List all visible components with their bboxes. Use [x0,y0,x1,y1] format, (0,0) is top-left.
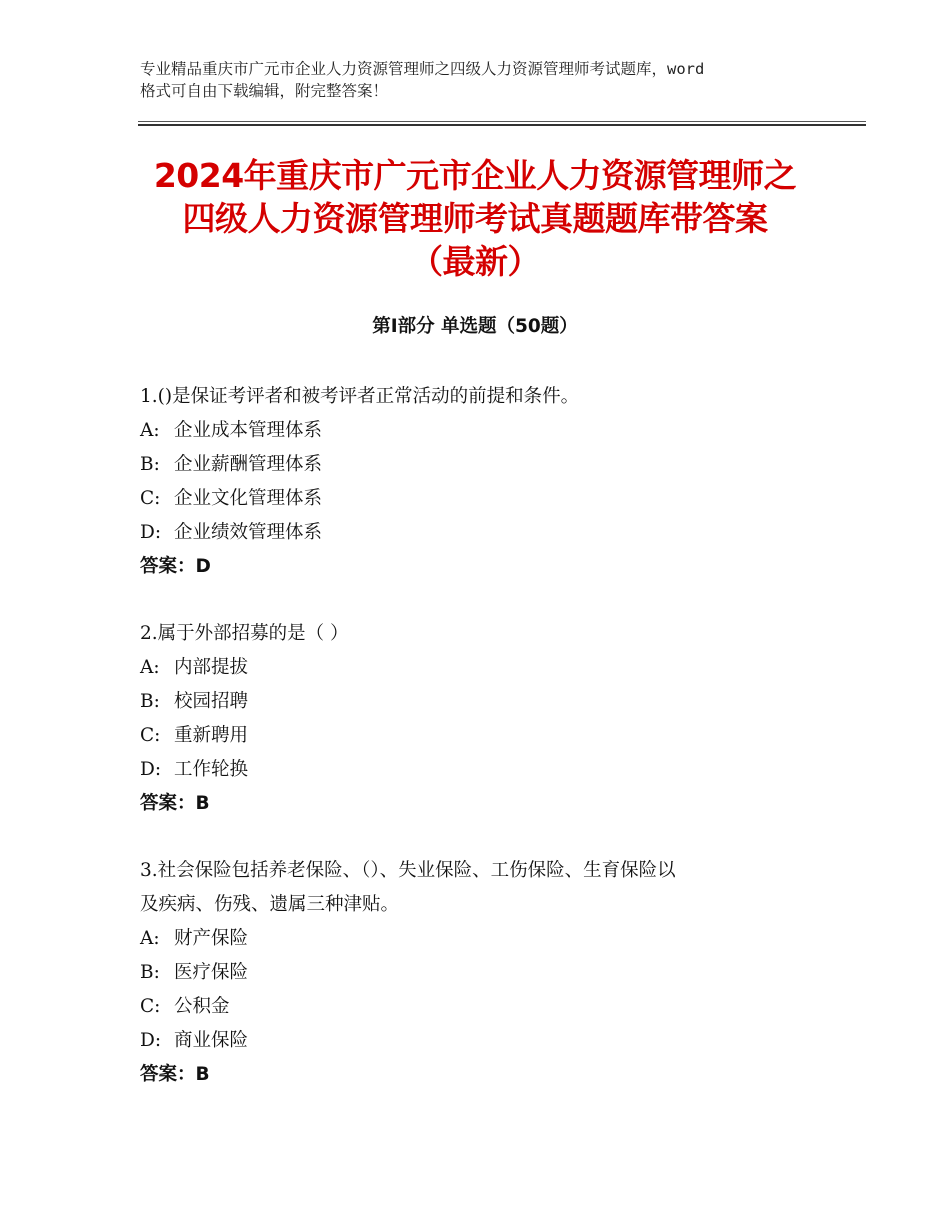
answer: 答案：B [140,1064,210,1085]
option-b [140,448,820,482]
question-stem: 2.属于外部招募的是（ ） [140,623,349,644]
option-b [140,956,820,990]
option-a [140,414,820,448]
option-letter: D: [140,1030,162,1051]
option-text: 重新聘用 [174,725,249,746]
option-c [140,990,820,1024]
option-text: 企业成本管理体系 [174,420,323,441]
question-2 [140,617,820,821]
answer: 答案：B [140,793,210,814]
option-text: 商业保险 [174,1030,249,1051]
option-text: 财产保险 [174,928,249,949]
option-text: 企业文化管理体系 [174,488,323,509]
question-1 [140,380,820,584]
option-text: 企业薪酬管理体系 [174,454,323,475]
option-letter: C: [140,725,161,746]
question-stem: 3.社会保险包括养老保险、（）、失业保险、工伤保险、生育保险以 [140,860,676,881]
option-a [140,651,820,685]
option-text: 企业绩效管理体系 [174,522,323,543]
option-d [140,1024,820,1058]
title-line: （最新） [410,242,540,281]
option-text: 内部提拔 [174,657,249,678]
header-note-line: 格式可自由下载编辑，附完整答案！ [140,82,389,100]
option-letter: C: [140,488,161,509]
header-note-line: 专业精品重庆市广元市企业人力资源管理师之四级人力资源管理师考试题库，word [140,60,705,78]
option-d [140,753,820,787]
option-letter: B: [140,454,160,475]
option-d [140,516,820,550]
option-letter: A: [140,928,160,949]
question-stem-continued: 及疾病、伤残、遗属三种津贴。 [140,894,400,915]
option-b [140,685,820,719]
header-note [140,58,830,102]
option-a [140,922,820,956]
header-divider-thin [138,121,866,122]
option-text: 校园招聘 [174,691,249,712]
question-3 [140,854,820,1092]
question-stem: 1.()是保证考评者和被考评者正常活动的前提和条件。 [140,386,580,407]
option-letter: B: [140,691,160,712]
option-letter: C: [140,996,161,1017]
option-letter: D: [140,759,162,780]
title-line: 2024年重庆市广元市企业人力资源管理师之 [153,156,797,195]
header-divider-thick [138,124,866,126]
option-letter: A: [140,657,160,678]
title-line: 四级人力资源管理师考试真题题库带答案 [182,199,768,238]
option-c [140,482,820,516]
option-letter: D: [140,522,162,543]
section-heading: 第Ⅰ部分 单选题（50题） [372,316,578,337]
question-list [140,380,820,1125]
option-text: 工作轮换 [174,759,249,780]
option-letter: A: [140,420,160,441]
answer: 答案：D [140,556,211,577]
option-text: 公积金 [174,996,230,1017]
option-letter: B: [140,962,160,983]
document-title [120,154,830,283]
option-text: 医疗保险 [174,962,249,983]
option-c [140,719,820,753]
